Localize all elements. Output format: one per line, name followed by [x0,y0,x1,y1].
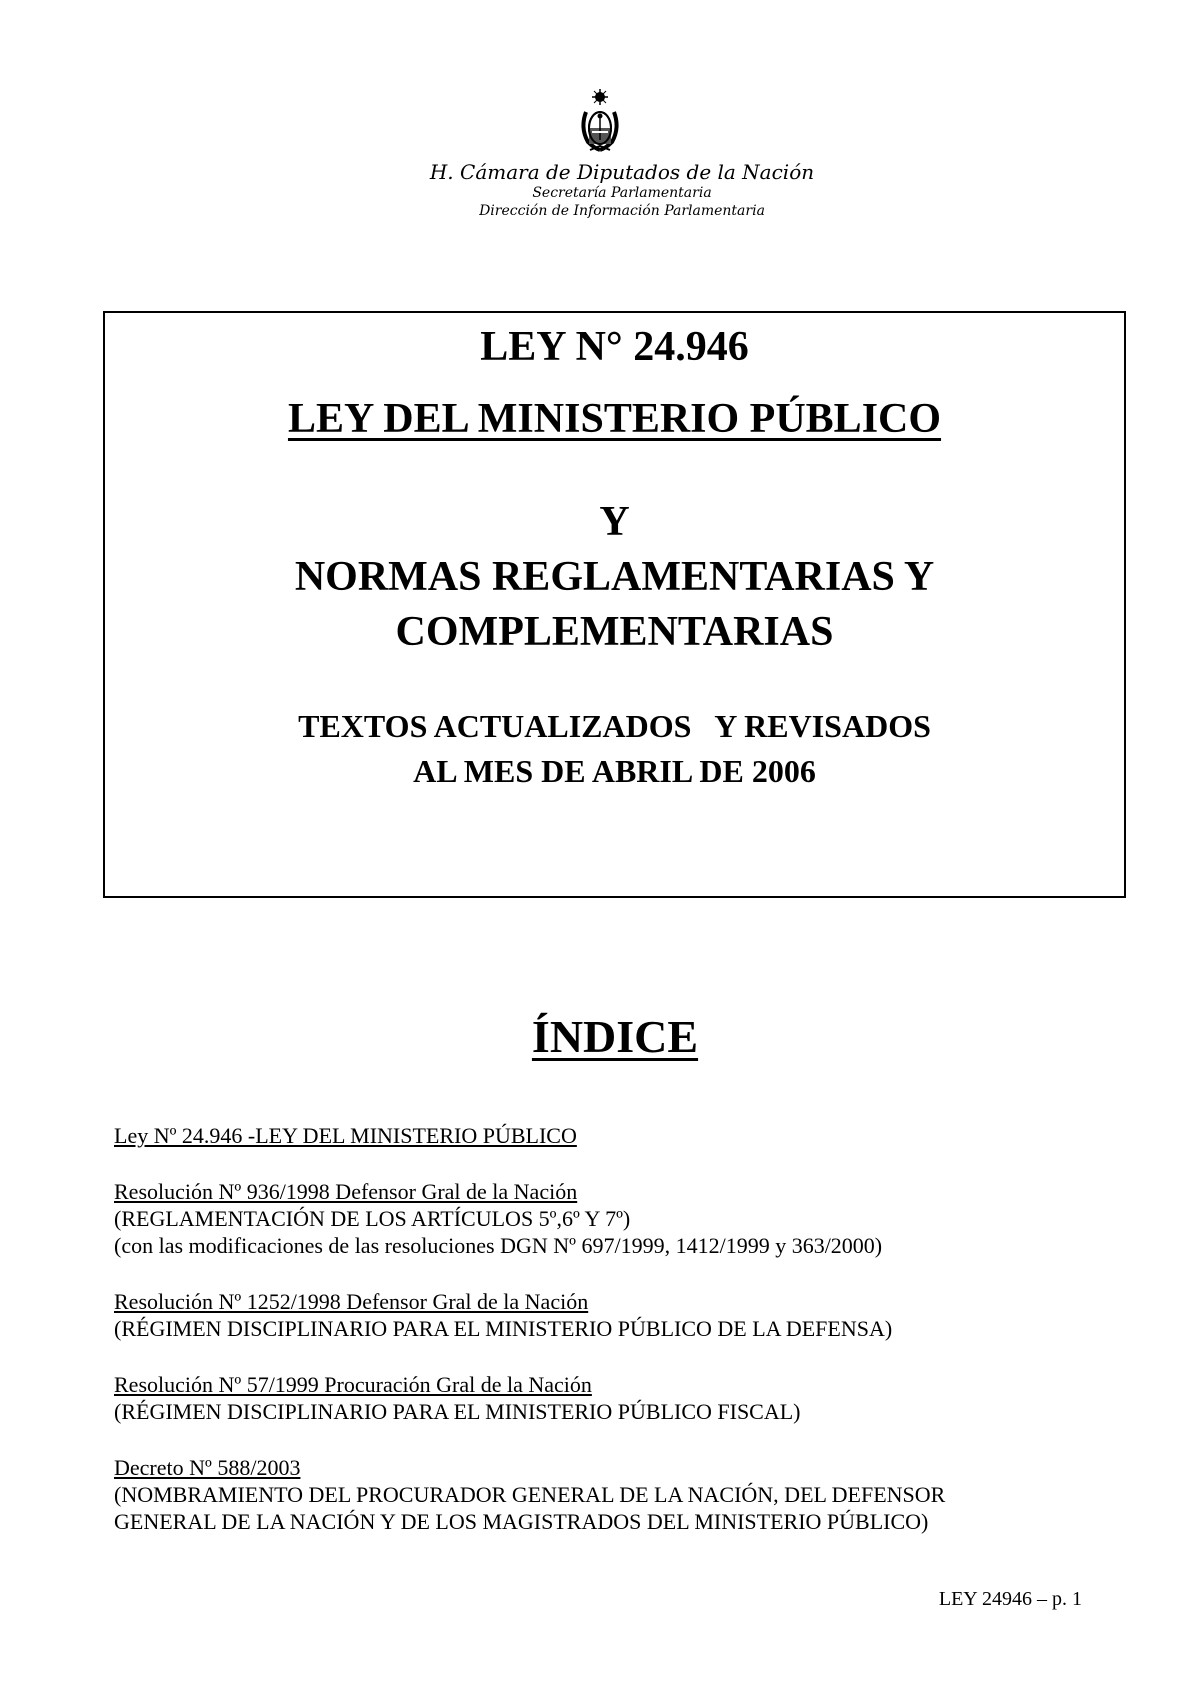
normas-line-1: NORMAS REGLAMENTARIAS Y [294,554,935,600]
normas-line-2: COMPLEMENTARIAS [395,609,834,655]
index-title: ÍNDICE [531,1011,699,1062]
conjunction: Y [599,499,630,545]
textos-line-1: TEXTOS ACTUALIZADOS Y REVISADOS [298,708,931,744]
index-entry-title[interactable]: Resolución Nº 936/1998 Defensor Gral de la Nación [114,1179,578,1204]
institution-name: H. Cámara de Diputados de la Nación [429,160,815,184]
index-entry-description: (REGLAMENTACIÓN DE LOS ARTÍCULOS 5º,6º Y 7º) [114,1206,631,1231]
document-header [0,88,1200,220]
index-entry-description: (NOMBRAMIENTO DEL PROCURADOR GENERAL DE LA NACIÓN, DEL DEFENSOR [114,1482,946,1507]
index-entry [114,1371,1114,1425]
index-entry-title[interactable]: Resolución Nº 57/1999 Procuración Gral de la Nación [114,1372,592,1397]
index-entry [114,1122,1114,1149]
index-entry [114,1178,1114,1259]
textos-line-2: AL MES DE ABRIL DE 2006 [413,753,816,789]
index-entry-title[interactable]: Decreto Nº 588/2003 [114,1455,301,1480]
secretariat-name: Secretaría Parlamentaria [532,185,712,201]
index-entry-title[interactable]: Resolución Nº 1252/1998 Defensor Gral de la Nación [114,1289,589,1314]
index-entry [114,1454,1114,1535]
direction-name: Dirección de Información Parlamentaria [479,202,765,219]
index-list [114,1122,1114,1564]
index-entry-title[interactable]: Ley Nº 24.946 -LEY DEL MINISTERIO PÚBLICO [114,1123,577,1148]
index-entry-description-continued: GENERAL DE LA NACIÓN Y DE LOS MAGISTRADOS DEL MINISTERIO PÚBLICO) [114,1509,929,1534]
argentine-coat-of-arms-icon [578,88,622,154]
law-number: LEY N° 24.946 [480,324,749,370]
index-entry-description: (RÉGIMEN DISCIPLINARIO PARA EL MINISTERIO PÚBLICO FISCAL) [114,1399,801,1424]
title-box [103,311,1126,898]
index-entry-description: (RÉGIMEN DISCIPLINARIO PARA EL MINISTERIO PÚBLICO DE LA DEFENSA) [114,1316,893,1341]
page-footer: LEY 24946 – p. 1 [938,1588,1082,1610]
law-name: LEY DEL MINISTERIO PÚBLICO [287,396,942,442]
index-entry [114,1288,1114,1342]
index-entry-note: (con las modificaciones de las resoluciones DGN Nº 697/1999, 1412/1999 y 363/2000) [114,1233,883,1258]
